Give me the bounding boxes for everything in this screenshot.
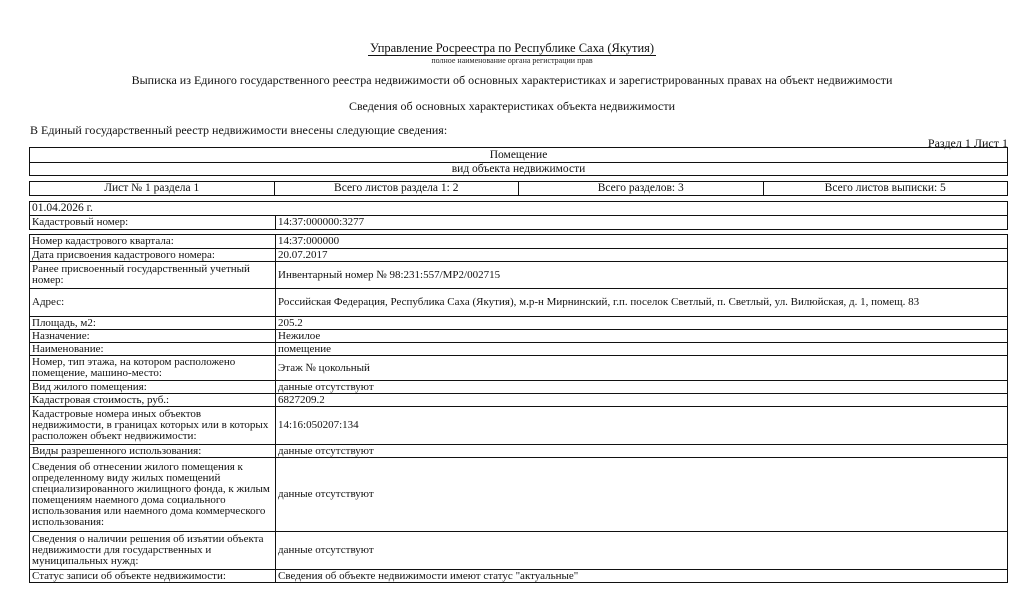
extract-date: 01.04.2026 г. (29, 201, 1008, 215)
row-value: Российская Федерация, Республика Саха (Якутия), м.р-н Мирнинский, г.п. поселок Светлый, п. Светлый, ул. Вилюйская, д. 1, помещ. 83 (276, 289, 1008, 317)
row-label: Ранее присвоенный государственный учетный номер: (30, 262, 276, 289)
table-row (30, 458, 1008, 532)
organization-name: Управление Росреестра по Республике Саха (Якутия) (369, 41, 655, 55)
table-row (30, 343, 1008, 356)
row-value: Нежилое (276, 330, 1008, 343)
table-row (30, 235, 1008, 249)
row-value: 20.07.2017 (276, 249, 1008, 262)
row-label: Кадастровый номер: (30, 216, 276, 230)
table-row (30, 317, 1008, 330)
row-value: данные отсутствуют (276, 381, 1008, 394)
row-value: 14:37:000000 (276, 235, 1008, 249)
row-label: Виды разрешенного использования: (30, 445, 276, 458)
object-kind: Помещение (30, 149, 1007, 163)
row-label: Дата присвоения кадастрового номера: (30, 249, 276, 262)
row-label: Статус записи об объекте недвижимости: (30, 570, 276, 583)
table-row (30, 570, 1008, 583)
row-value: 14:37:000000:3277 (276, 216, 1008, 230)
row-value: 205.2 (276, 317, 1008, 330)
intro-text: В Единый государственный реестр недвижимости внесены следующие сведения: (30, 123, 448, 137)
row-value: данные отсутствуют (276, 458, 1008, 532)
table-row (30, 381, 1008, 394)
row-value: Сведения об объекте недвижимости имеют статус "актуальные" (276, 570, 1008, 583)
sections-total: Всего разделов: 3 (519, 182, 764, 195)
row-label: Номер кадастрового квартала: (30, 235, 276, 249)
row-label: Наименование: (30, 343, 276, 356)
row-value: 6827209.2 (276, 394, 1008, 407)
table-row (30, 262, 1008, 289)
table-row (30, 330, 1008, 343)
sheet-number: Лист № 1 раздела 1 (30, 182, 275, 195)
row-value: Этаж № цокольный (276, 356, 1008, 381)
row-label: Номер, тип этажа, на котором расположено помещение, машино-место: (30, 356, 276, 381)
table-row (30, 532, 1008, 570)
row-label: Вид жилого помещения: (30, 381, 276, 394)
table-row (30, 356, 1008, 381)
table-row (30, 407, 1008, 445)
characteristics-table (29, 215, 1008, 583)
row-label: Адрес: (30, 289, 276, 317)
section-reference: Раздел 1 Лист 1 (927, 136, 1008, 150)
row-value: Инвентарный номер № 98:231:557/МР2/002715 (276, 262, 1008, 289)
row-label: Сведения об отнесении жилого помещения к определенному виду жилых помещений специализированного жилищного фонда, к жилым помещениям наемного дома социального использования или наемного дома коммерческого использования: (30, 458, 276, 532)
section-sheets-total: Всего листов раздела 1: 2 (275, 182, 520, 195)
document-title: Выписка из Единого государственного реестра недвижимости об основных характеристиках и зарегистрированных правах на объект недвижимости (131, 73, 893, 87)
row-value: данные отсутствуют (276, 445, 1008, 458)
table-row (30, 394, 1008, 407)
row-value: данные отсутствуют (276, 532, 1008, 570)
row-label: Кадастровая стоимость, руб.: (30, 394, 276, 407)
object-kind-caption: вид объекта недвижимости (451, 163, 586, 175)
object-kind-box (29, 147, 1008, 176)
table-row (30, 445, 1008, 458)
sheet-info-row (29, 181, 1008, 196)
row-label: Кадастровые номера иных объектов недвижимости, в границах которых или в которых расположен объект недвижимости: (30, 407, 276, 445)
row-value: помещение (276, 343, 1008, 356)
row-label: Площадь, м2: (30, 317, 276, 330)
table-row (30, 289, 1008, 317)
table-row (30, 216, 1008, 230)
table-row (30, 249, 1008, 262)
organization-caption: полное наименование органа регистрации прав (431, 56, 593, 65)
row-value: 14:16:050207:134 (276, 407, 1008, 445)
row-label: Назначение: (30, 330, 276, 343)
row-label: Сведения о наличии решения об изъятии объекта недвижимости для государственных и муниципальных нужд: (30, 532, 276, 570)
document-subtitle: Сведения об основных характеристиках объекта недвижимости (348, 99, 676, 113)
extract-sheets-total: Всего листов выписки: 5 (824, 182, 946, 194)
